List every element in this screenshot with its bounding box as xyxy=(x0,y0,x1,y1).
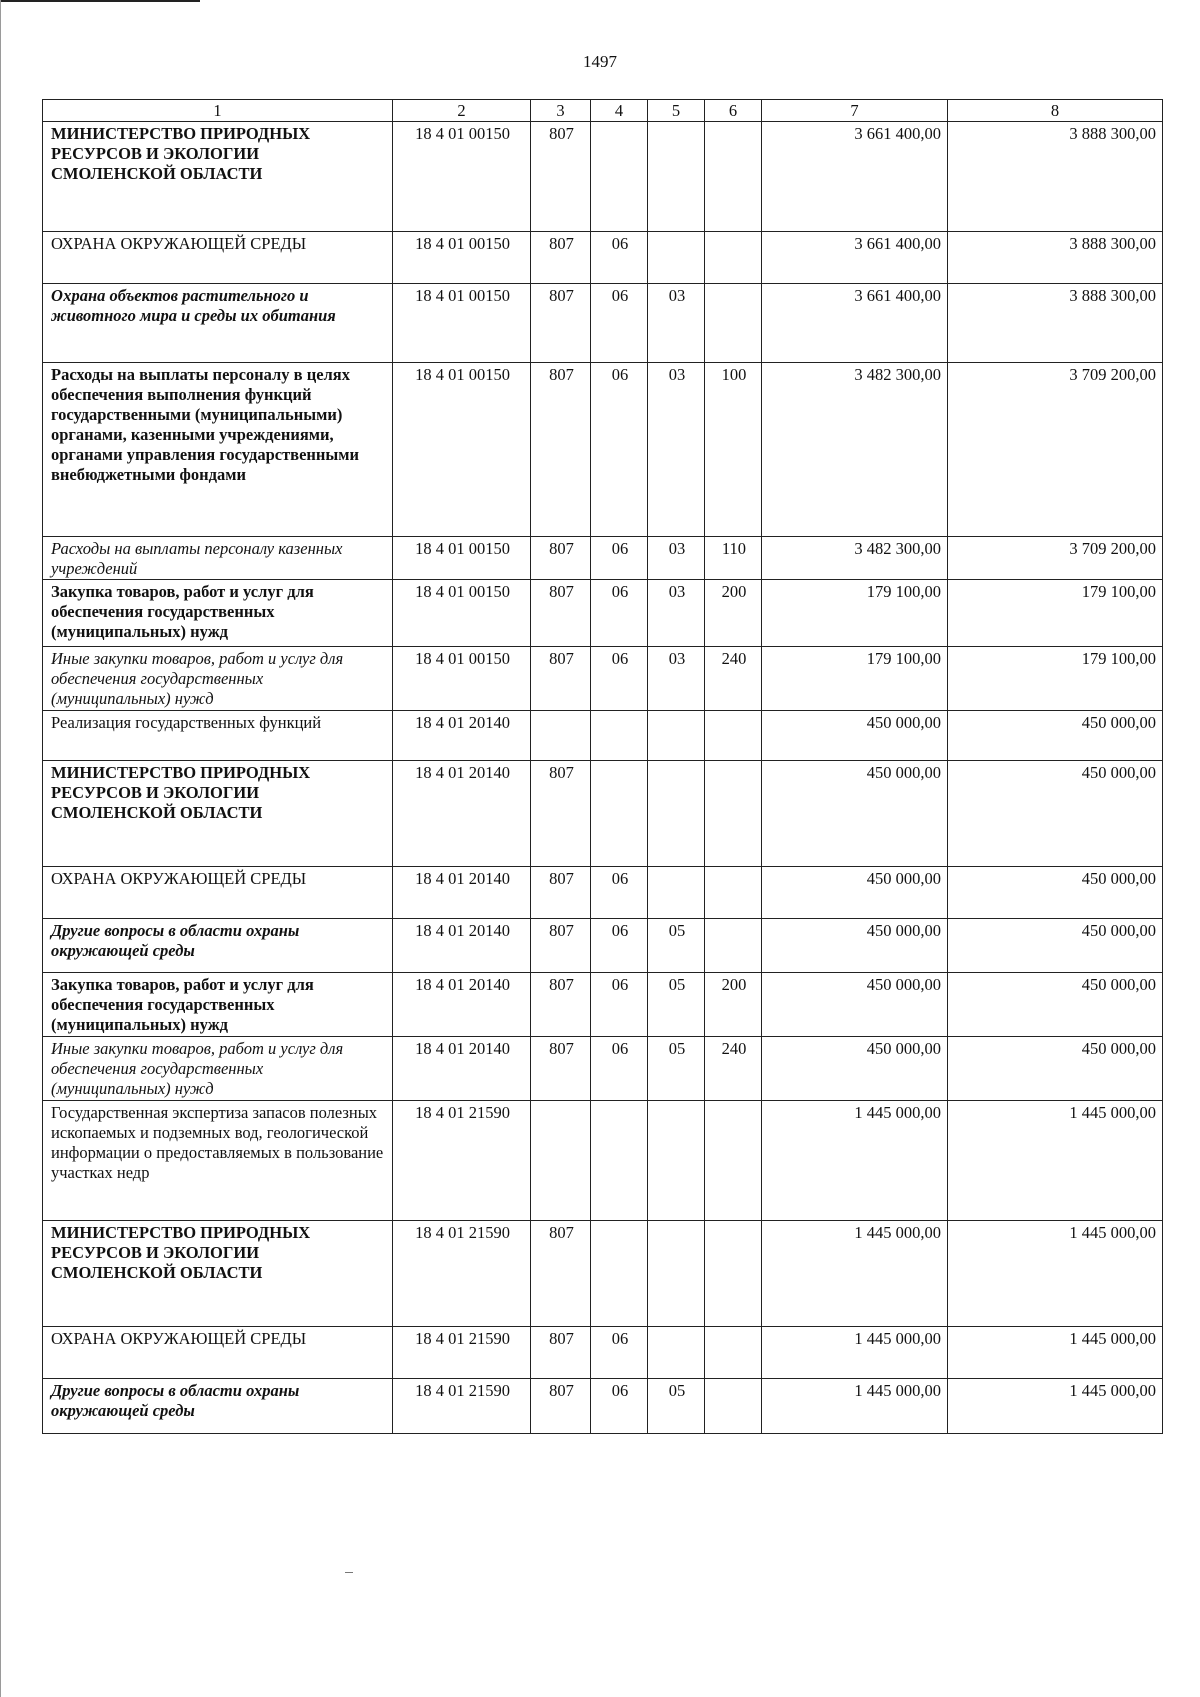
row-section-code: 06 xyxy=(591,1379,648,1434)
row-target-article-code: 18 4 01 21590 xyxy=(393,1101,531,1221)
row-subsection-code: 05 xyxy=(648,973,705,1037)
row-amount-year-2: 179 100,00 xyxy=(948,580,1163,647)
row-target-article-code: 18 4 01 20140 xyxy=(393,711,531,761)
row-amount-year-2: 450 000,00 xyxy=(948,973,1163,1037)
table-row xyxy=(43,232,1163,284)
row-description: Расходы на выплаты персоналу казенных учреждений xyxy=(43,537,393,580)
row-expense-type-code xyxy=(705,761,762,867)
table-row xyxy=(43,284,1163,363)
row-amount-year-2: 450 000,00 xyxy=(948,867,1163,919)
row-amount-year-2: 3 888 300,00 xyxy=(948,232,1163,284)
table-row xyxy=(43,1221,1163,1327)
row-target-article-code: 18 4 01 00150 xyxy=(393,363,531,537)
row-section-code: 06 xyxy=(591,284,648,363)
row-subsection-code xyxy=(648,1221,705,1327)
row-expense-type-code xyxy=(705,711,762,761)
header-col-8: 8 xyxy=(948,100,1163,122)
row-amount-year-1: 1 445 000,00 xyxy=(762,1221,948,1327)
row-description: Реализация государственных функций xyxy=(43,711,393,761)
table-row xyxy=(43,647,1163,711)
table-row xyxy=(43,711,1163,761)
row-target-article-code: 18 4 01 00150 xyxy=(393,580,531,647)
row-section-code: 06 xyxy=(591,580,648,647)
row-amount-year-2: 1 445 000,00 xyxy=(948,1327,1163,1379)
row-target-article-code: 18 4 01 00150 xyxy=(393,647,531,711)
row-description: МИНИСТЕРСТВО ПРИРОДНЫХ РЕСУРСОВ И ЭКОЛОГИИ СМОЛЕНСКОЙ ОБЛАСТИ xyxy=(43,122,393,232)
row-section-code: 06 xyxy=(591,867,648,919)
row-subsection-code: 03 xyxy=(648,647,705,711)
row-department-code: 807 xyxy=(531,1221,591,1327)
row-amount-year-2: 450 000,00 xyxy=(948,761,1163,867)
header-col-3: 3 xyxy=(531,100,591,122)
row-amount-year-1: 179 100,00 xyxy=(762,647,948,711)
row-section-code: 06 xyxy=(591,973,648,1037)
row-department-code: 807 xyxy=(531,363,591,537)
row-subsection-code: 03 xyxy=(648,284,705,363)
row-expense-type-code: 110 xyxy=(705,537,762,580)
row-subsection-code: 03 xyxy=(648,363,705,537)
row-subsection-code: 03 xyxy=(648,580,705,647)
row-target-article-code: 18 4 01 00150 xyxy=(393,537,531,580)
row-subsection-code: 05 xyxy=(648,1379,705,1434)
row-department-code: 807 xyxy=(531,1327,591,1379)
row-amount-year-2: 179 100,00 xyxy=(948,647,1163,711)
row-description: Расходы на выплаты персоналу в целях обеспечения выполнения функций государственными (муниципальными) органами, казенными учреждениями, органами управления государственными внебюджетными фондами xyxy=(43,363,393,537)
row-section-code: 06 xyxy=(591,232,648,284)
row-amount-year-1: 450 000,00 xyxy=(762,867,948,919)
row-subsection-code xyxy=(648,867,705,919)
row-target-article-code: 18 4 01 21590 xyxy=(393,1379,531,1434)
row-department-code: 807 xyxy=(531,284,591,363)
row-department-code: 807 xyxy=(531,1037,591,1101)
row-subsection-code xyxy=(648,232,705,284)
row-amount-year-1: 450 000,00 xyxy=(762,711,948,761)
row-amount-year-1: 1 445 000,00 xyxy=(762,1327,948,1379)
header-col-6: 6 xyxy=(705,100,762,122)
row-section-code: 06 xyxy=(591,1327,648,1379)
row-amount-year-2: 3 888 300,00 xyxy=(948,122,1163,232)
row-target-article-code: 18 4 01 20140 xyxy=(393,867,531,919)
row-section-code xyxy=(591,122,648,232)
row-section-code xyxy=(591,761,648,867)
row-expense-type-code xyxy=(705,284,762,363)
row-department-code: 807 xyxy=(531,1379,591,1434)
row-department-code xyxy=(531,711,591,761)
row-description: Другие вопросы в области охраны окружающей среды xyxy=(43,1379,393,1434)
row-expense-type-code: 240 xyxy=(705,1037,762,1101)
row-amount-year-2: 1 445 000,00 xyxy=(948,1101,1163,1221)
row-department-code: 807 xyxy=(531,122,591,232)
row-target-article-code: 18 4 01 00150 xyxy=(393,232,531,284)
scan-artifact xyxy=(345,1572,353,1573)
row-target-article-code: 18 4 01 20140 xyxy=(393,761,531,867)
table-row xyxy=(43,973,1163,1037)
row-amount-year-1: 3 661 400,00 xyxy=(762,122,948,232)
row-section-code xyxy=(591,711,648,761)
row-description: МИНИСТЕРСТВО ПРИРОДНЫХ РЕСУРСОВ И ЭКОЛОГИИ СМОЛЕНСКОЙ ОБЛАСТИ xyxy=(43,1221,393,1327)
row-expense-type-code xyxy=(705,1327,762,1379)
row-amount-year-1: 3 661 400,00 xyxy=(762,232,948,284)
row-amount-year-1: 3 482 300,00 xyxy=(762,537,948,580)
row-expense-type-code: 100 xyxy=(705,363,762,537)
row-subsection-code: 05 xyxy=(648,919,705,973)
row-target-article-code: 18 4 01 20140 xyxy=(393,973,531,1037)
row-department-code: 807 xyxy=(531,647,591,711)
row-target-article-code: 18 4 01 21590 xyxy=(393,1221,531,1327)
row-subsection-code xyxy=(648,122,705,232)
header-col-5: 5 xyxy=(648,100,705,122)
row-description: Иные закупки товаров, работ и услуг для обеспечения государственных (муниципальных) нужд xyxy=(43,1037,393,1101)
table-row xyxy=(43,1037,1163,1101)
row-amount-year-2: 3 888 300,00 xyxy=(948,284,1163,363)
row-description: ОХРАНА ОКРУЖАЮЩЕЙ СРЕДЫ xyxy=(43,232,393,284)
row-description: Закупка товаров, работ и услуг для обеспечения государственных (муниципальных) нужд xyxy=(43,580,393,647)
row-amount-year-2: 3 709 200,00 xyxy=(948,537,1163,580)
row-amount-year-1: 3 661 400,00 xyxy=(762,284,948,363)
row-target-article-code: 18 4 01 00150 xyxy=(393,122,531,232)
row-department-code: 807 xyxy=(531,919,591,973)
row-amount-year-1: 450 000,00 xyxy=(762,1037,948,1101)
table-row xyxy=(43,1101,1163,1221)
row-target-article-code: 18 4 01 20140 xyxy=(393,919,531,973)
row-amount-year-2: 450 000,00 xyxy=(948,711,1163,761)
row-amount-year-2: 1 445 000,00 xyxy=(948,1379,1163,1434)
table-row xyxy=(43,1327,1163,1379)
row-department-code xyxy=(531,1101,591,1221)
row-department-code: 807 xyxy=(531,761,591,867)
row-subsection-code xyxy=(648,1327,705,1379)
row-amount-year-1: 450 000,00 xyxy=(762,919,948,973)
row-amount-year-2: 1 445 000,00 xyxy=(948,1221,1163,1327)
table-row xyxy=(43,537,1163,580)
row-department-code: 807 xyxy=(531,580,591,647)
row-subsection-code xyxy=(648,1101,705,1221)
table-row xyxy=(43,580,1163,647)
row-expense-type-code xyxy=(705,122,762,232)
row-description: МИНИСТЕРСТВО ПРИРОДНЫХ РЕСУРСОВ И ЭКОЛОГИИ СМОЛЕНСКОЙ ОБЛАСТИ xyxy=(43,761,393,867)
header-col-7: 7 xyxy=(762,100,948,122)
row-section-code: 06 xyxy=(591,1037,648,1101)
budget-table xyxy=(42,99,1163,1434)
row-target-article-code: 18 4 01 20140 xyxy=(393,1037,531,1101)
row-description: Иные закупки товаров, работ и услуг для обеспечения государственных (муниципальных) нужд xyxy=(43,647,393,711)
row-department-code: 807 xyxy=(531,973,591,1037)
row-section-code: 06 xyxy=(591,363,648,537)
table-row xyxy=(43,1379,1163,1434)
row-amount-year-2: 450 000,00 xyxy=(948,919,1163,973)
row-amount-year-1: 450 000,00 xyxy=(762,973,948,1037)
scan-edge-top xyxy=(0,0,200,2)
row-target-article-code: 18 4 01 00150 xyxy=(393,284,531,363)
row-amount-year-1: 179 100,00 xyxy=(762,580,948,647)
page-number: 1497 xyxy=(583,52,617,71)
row-description: Государственная экспертиза запасов полезных ископаемых и подземных вод, геологической информации о предоставляемых в пользование участках недр xyxy=(43,1101,393,1221)
row-amount-year-1: 1 445 000,00 xyxy=(762,1101,948,1221)
row-description: Другие вопросы в области охраны окружающей среды xyxy=(43,919,393,973)
row-expense-type-code xyxy=(705,1221,762,1327)
table-row xyxy=(43,363,1163,537)
header-col-2: 2 xyxy=(393,100,531,122)
row-expense-type-code xyxy=(705,1379,762,1434)
row-expense-type-code: 240 xyxy=(705,647,762,711)
row-subsection-code xyxy=(648,761,705,867)
row-expense-type-code xyxy=(705,232,762,284)
row-amount-year-2: 450 000,00 xyxy=(948,1037,1163,1101)
scan-edge-left xyxy=(0,0,1,1697)
row-section-code xyxy=(591,1101,648,1221)
row-department-code: 807 xyxy=(531,232,591,284)
row-amount-year-1: 450 000,00 xyxy=(762,761,948,867)
header-col-4: 4 xyxy=(591,100,648,122)
row-department-code: 807 xyxy=(531,537,591,580)
row-section-code: 06 xyxy=(591,647,648,711)
row-target-article-code: 18 4 01 21590 xyxy=(393,1327,531,1379)
row-description: ОХРАНА ОКРУЖАЮЩЕЙ СРЕДЫ xyxy=(43,867,393,919)
header-col-1: 1 xyxy=(43,100,393,122)
row-section-code xyxy=(591,1221,648,1327)
row-description: Охрана объектов растительного и животного мира и среды их обитания xyxy=(43,284,393,363)
table-row xyxy=(43,867,1163,919)
row-subsection-code xyxy=(648,711,705,761)
row-subsection-code: 03 xyxy=(648,537,705,580)
row-expense-type-code xyxy=(705,919,762,973)
row-expense-type-code: 200 xyxy=(705,973,762,1037)
table-row xyxy=(43,122,1163,232)
table-body xyxy=(43,122,1163,1434)
row-amount-year-1: 1 445 000,00 xyxy=(762,1379,948,1434)
row-subsection-code: 05 xyxy=(648,1037,705,1101)
row-expense-type-code: 200 xyxy=(705,580,762,647)
row-section-code: 06 xyxy=(591,919,648,973)
row-department-code: 807 xyxy=(531,867,591,919)
header-row xyxy=(43,100,1163,122)
row-expense-type-code xyxy=(705,867,762,919)
row-amount-year-1: 3 482 300,00 xyxy=(762,363,948,537)
row-expense-type-code xyxy=(705,1101,762,1221)
row-description: ОХРАНА ОКРУЖАЮЩЕЙ СРЕДЫ xyxy=(43,1327,393,1379)
table-row xyxy=(43,919,1163,973)
row-section-code: 06 xyxy=(591,537,648,580)
row-description: Закупка товаров, работ и услуг для обеспечения государственных (муниципальных) нужд xyxy=(43,973,393,1037)
table-row xyxy=(43,761,1163,867)
row-amount-year-2: 3 709 200,00 xyxy=(948,363,1163,537)
